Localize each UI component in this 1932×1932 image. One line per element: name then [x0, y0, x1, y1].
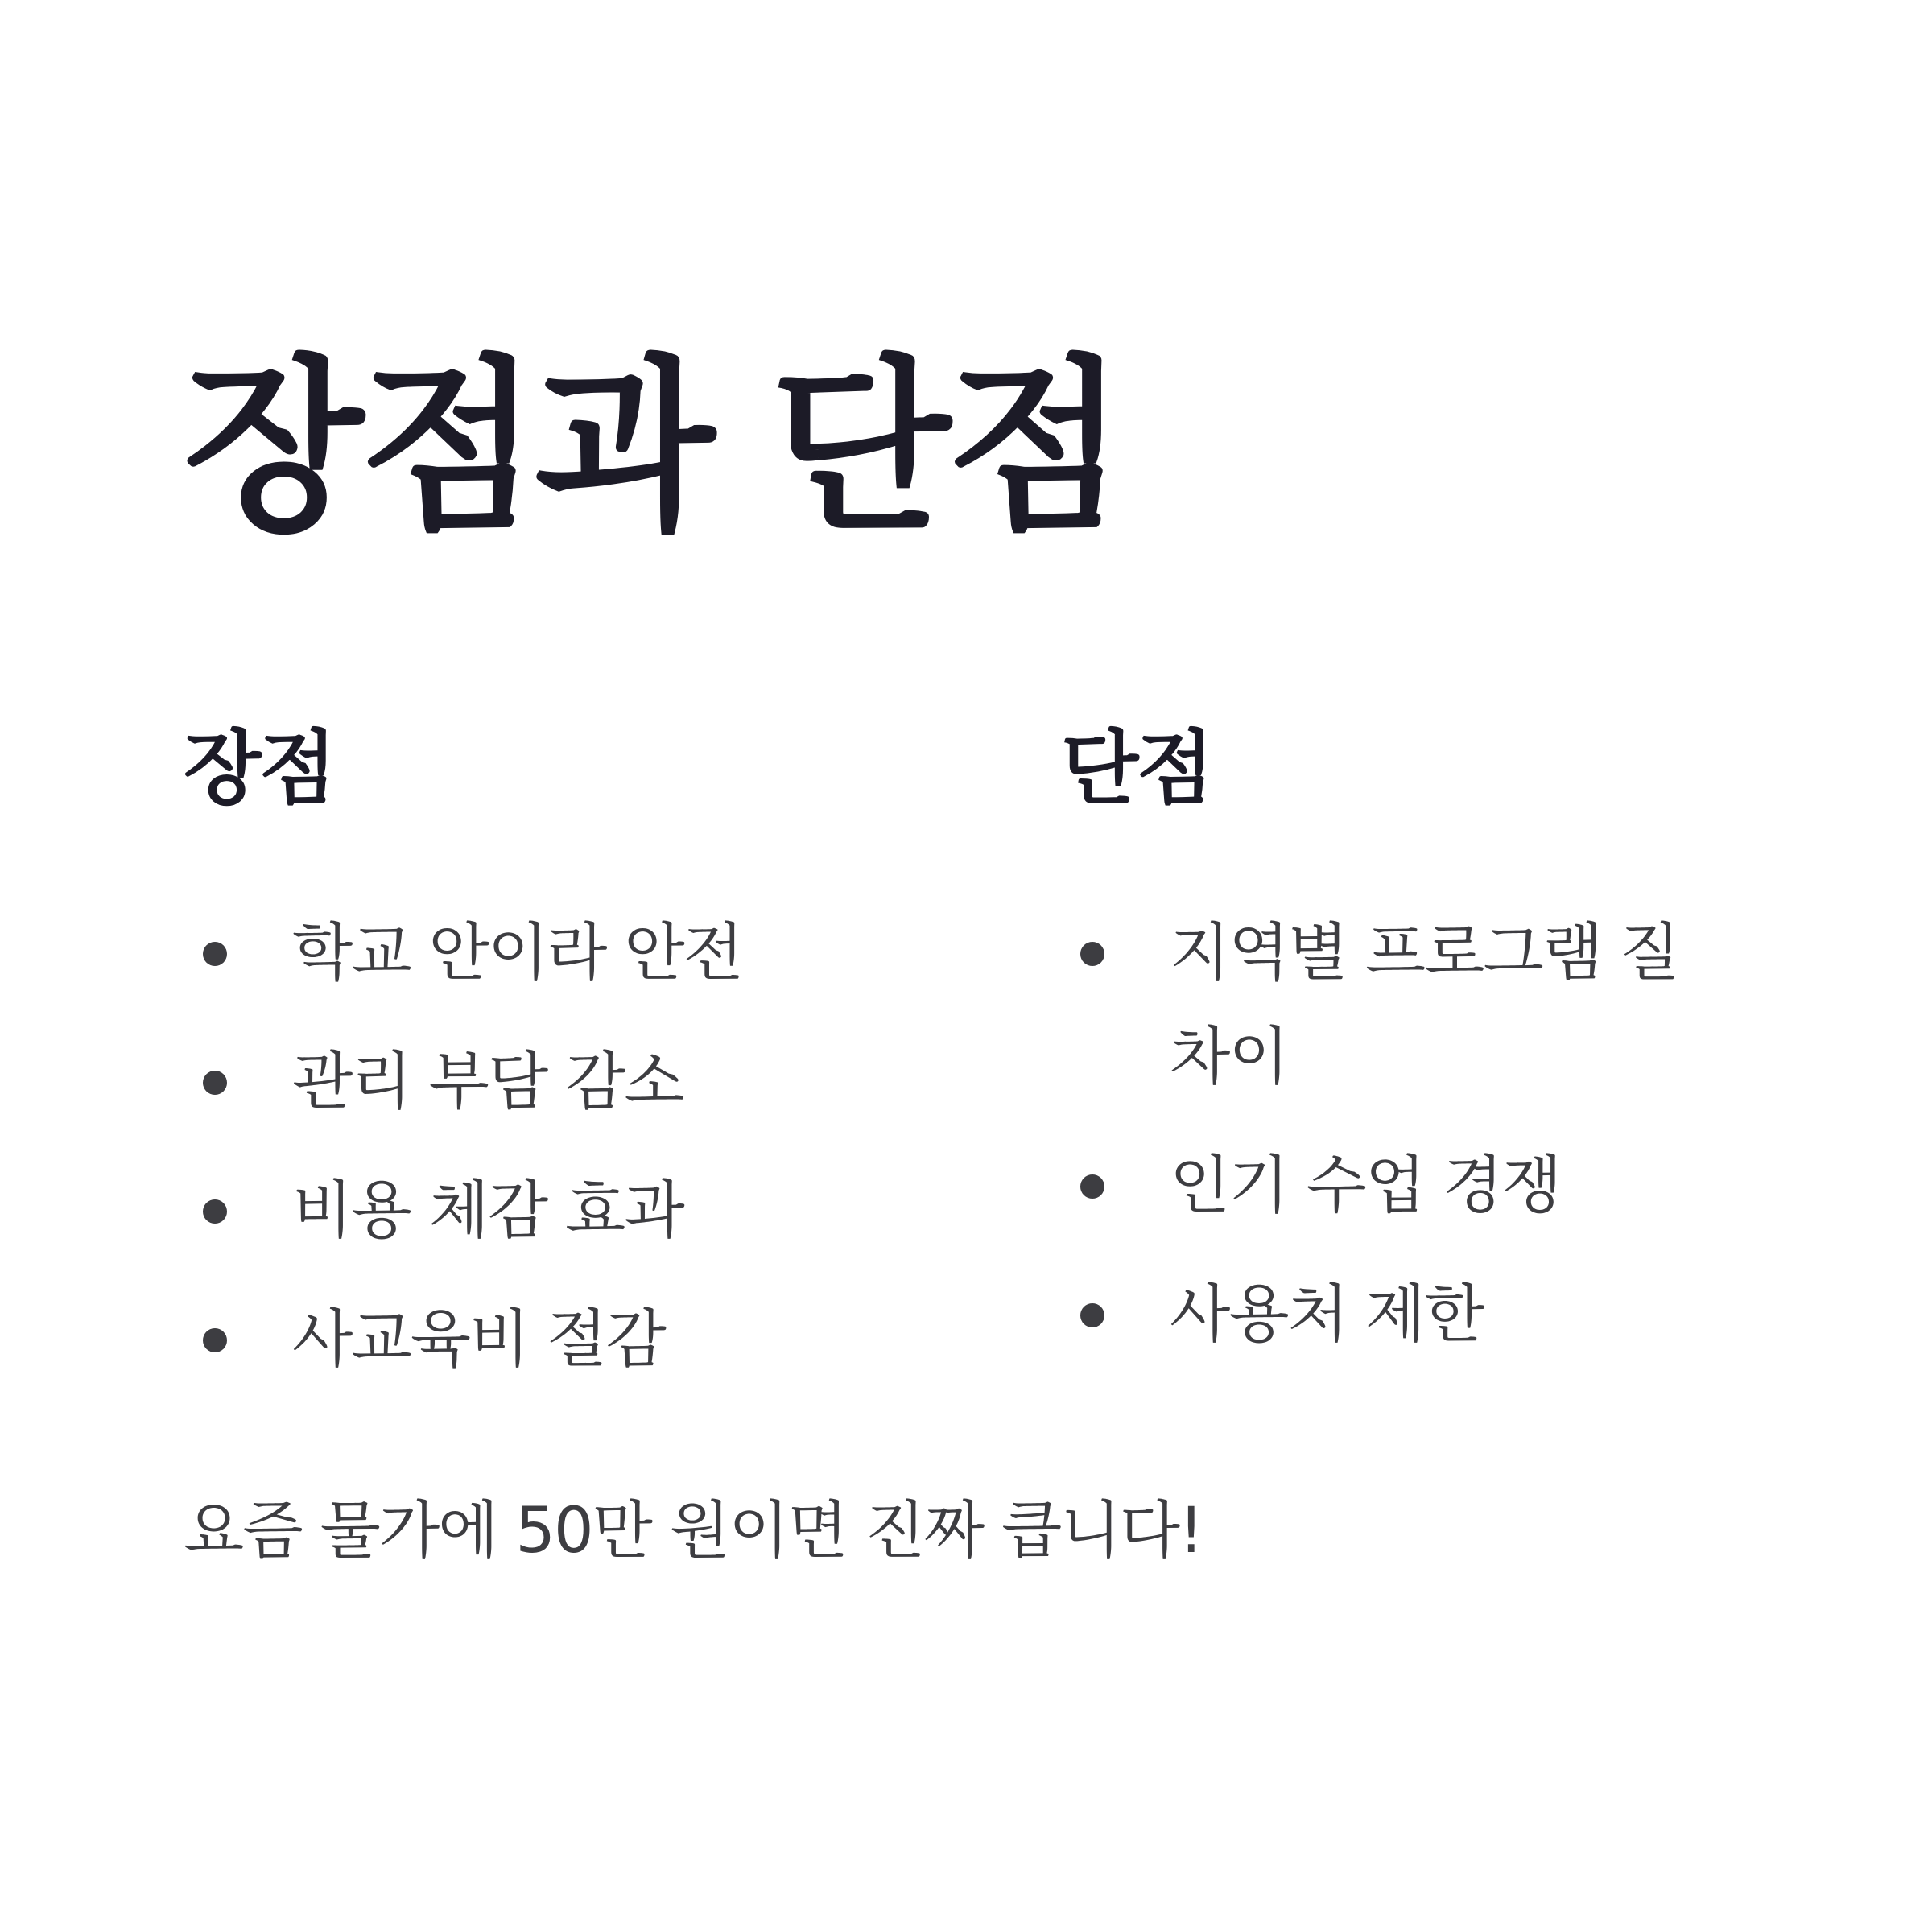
list-item [1061, 1134, 1717, 1238]
page-title: 장점과 단점 [184, 339, 1122, 556]
bullet-icon [1080, 1174, 1104, 1199]
list-item-label: 학교 안이라 안전 [292, 917, 743, 989]
bullet-icon [1080, 942, 1104, 966]
bullet-icon [203, 1199, 227, 1224]
bullet-icon [203, 1328, 227, 1352]
cons-column [1061, 721, 1785, 1351]
list-item [184, 1030, 924, 1134]
pros-list [184, 902, 924, 1417]
list-item-label: 비용 체감 효과 [292, 1174, 683, 1247]
bullet-icon [1080, 1303, 1104, 1327]
bullet-icon [203, 1071, 227, 1095]
list-item-label: 관리 부담 감소 [292, 1046, 683, 1118]
pros-heading: 장점 [184, 721, 335, 815]
list-item [184, 1288, 924, 1392]
bullet-icon [203, 942, 227, 966]
list-item [184, 1159, 924, 1263]
list-item [1061, 902, 1717, 1109]
list-item-label: 지역별 프로그램 질 차이 [1170, 917, 1679, 1093]
list-item-label: 인기 수업 경쟁 [1170, 1150, 1561, 1222]
list-item [1061, 1263, 1717, 1367]
cons-list [1061, 902, 1785, 1392]
footer-note: 요즘 물가에 50만 원이면 진짜 큽니다! [184, 1495, 1203, 1567]
list-item-label: 사용처 제한 [1170, 1278, 1484, 1351]
cons-heading: 단점 [1061, 721, 1212, 815]
pros-column [184, 721, 924, 1376]
list-item [184, 902, 924, 1005]
list-item-label: 사교육비 절감 [292, 1303, 665, 1376]
